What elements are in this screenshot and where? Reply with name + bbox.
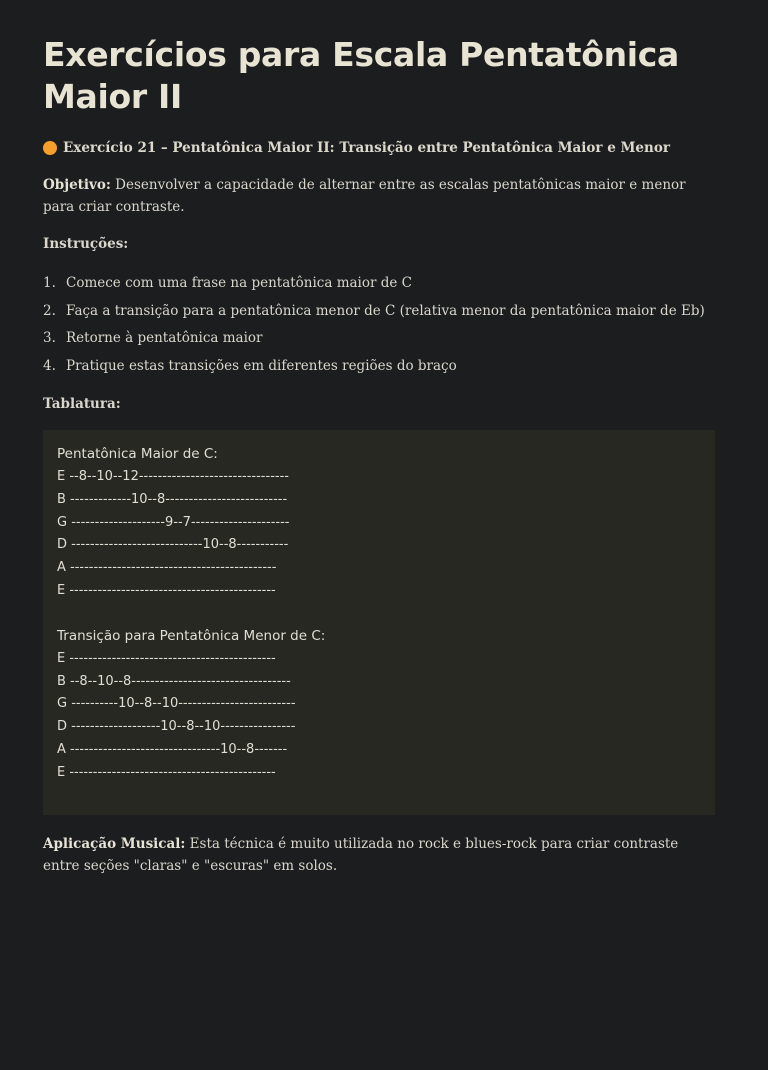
application-text: Esta técnica é muito utilizada no rock e blues-rock para criar contraste entre seções "claras" e "escuras" em solos. — [43, 835, 679, 874]
list-item-text: Faça a transição para a pentatônica menor de C (relativa menor da pentatônica maior de Eb) — [66, 302, 705, 319]
list-item-text: Comece com uma frase na pentatônica maior de C — [66, 275, 413, 291]
list-item-number: 1. — [43, 275, 56, 291]
tab-line: B -------------10--8-------------------------- — [57, 491, 288, 507]
list-item — [43, 353, 715, 381]
tab-minor-title: Transição para Pentatônica Menor de C: — [57, 627, 326, 644]
tab-line: E -------------------------------------------- — [57, 582, 276, 598]
list-item-text: Pratique estas transições em diferentes regiões do braço — [66, 357, 457, 374]
list-item-number: 4. — [43, 357, 56, 374]
tab-line: A --------------------------------10--8------- — [57, 741, 288, 757]
tab-line: E -------------------------------------------- — [57, 764, 276, 780]
tab-line: A -------------------------------------------- — [57, 560, 277, 576]
application-paragraph — [43, 833, 715, 877]
instructions-list — [43, 270, 715, 380]
list-item-text: Retorne à pentatônica maior — [66, 330, 263, 346]
tab-line: B --8--10--8---------------------------------- — [57, 673, 291, 689]
exercise-heading — [43, 140, 715, 156]
list-item — [43, 298, 715, 326]
tab-label: Tablatura: — [43, 396, 121, 412]
objective-label: Objetivo: — [43, 177, 111, 193]
list-item — [43, 325, 715, 353]
tab-major-title: Pentatônica Maior de C: — [57, 446, 218, 462]
tablature-code-block — [43, 430, 715, 815]
tab-line: G ----------10--8--10------------------------- — [57, 696, 296, 712]
orange-circle-icon — [43, 141, 57, 155]
list-item-number: 3. — [43, 330, 56, 346]
list-item-number: 2. — [43, 302, 56, 319]
page-title: Exercícios para Escala Pentatônica Maior II — [43, 35, 680, 116]
exercise-heading-text: Exercício 21 – Pentatônica Maior II: Transição entre Pentatônica Maior e Menor — [63, 140, 670, 156]
tab-spacer — [57, 603, 701, 625]
list-item — [43, 270, 715, 298]
application-label: Aplicação Musical: — [43, 835, 186, 852]
tab-line: D ----------------------------10--8----------- — [57, 537, 289, 553]
instructions-label: Instruções: — [43, 236, 129, 252]
tab-line: D -------------------10--8--10---------------- — [57, 719, 296, 735]
tab-line: E --8--10--12-------------------------------- — [57, 469, 289, 484]
objective-paragraph — [43, 174, 715, 218]
objective-text: Desenvolver a capacidade de alternar entre as escalas pentatônicas maior e menor para criar contraste. — [43, 177, 686, 215]
tab-line: G --------------------9--7--------------------- — [57, 514, 290, 530]
tab-line: E -------------------------------------------- — [57, 650, 276, 666]
